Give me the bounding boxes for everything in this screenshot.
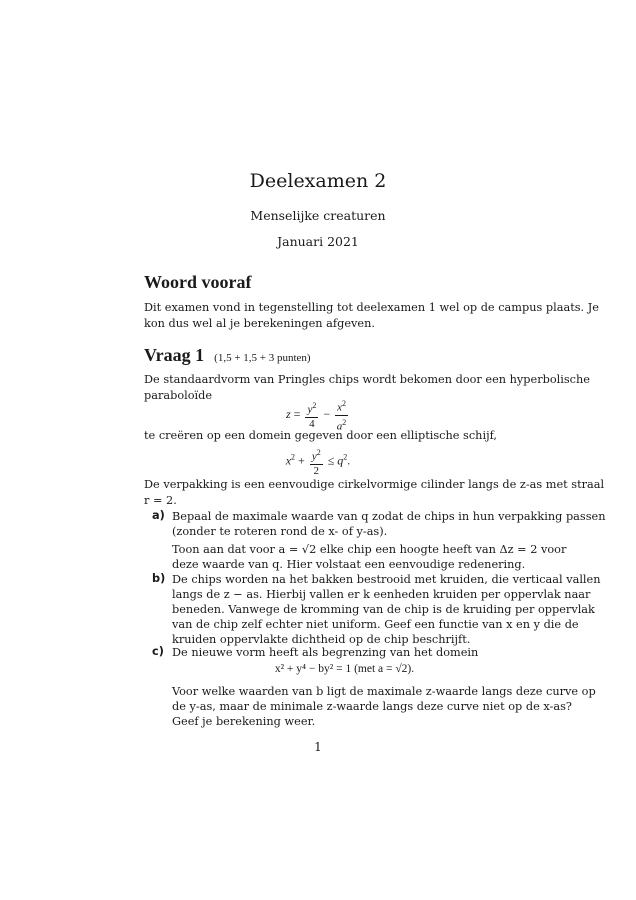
intro-line: paraboloïde: [144, 389, 213, 402]
packaging-line: De verpakking is een eenvoudige cirkelvormige cilinder langs de z-as met straal: [144, 478, 605, 491]
item-line: De nieuwe vorm heeft als begrenzing van het domein: [172, 646, 479, 659]
item-c-body: [172, 645, 517, 660]
item-line: van de chip zelf echter niet uniform. Geef een functie van x en y die de: [172, 618, 579, 631]
disc-equation: $x^2$ + $\frac{y^2}{2}$ ≤ $q^2$.: [285, 448, 351, 477]
item-c-followup: [172, 684, 596, 729]
foreword-paragraph: [144, 300, 599, 332]
item-line: kruiden oppervlakte dichtheid op de chip beschrijft.: [172, 633, 471, 646]
item-line: Bepaal de maximale waarde van q zodat de chips in hun verpakking passen: [172, 510, 606, 523]
foreword-line: Dit examen vond in tegenstelling tot deelexamen 1 wel op de campus plaats. Je: [144, 301, 599, 314]
domain-curve-equation: x² + y⁴ − by² = 1 (met a = √2).: [274, 663, 415, 675]
question-heading: [144, 345, 311, 366]
item-line: (zonder te roteren rond de x- of y-as).: [172, 525, 388, 538]
item-a-body: [172, 509, 606, 572]
packaging-paragraph: [144, 477, 605, 509]
document-title: Deelexamen 2: [249, 170, 387, 192]
question-points: (1,5 + 1,5 + 3 punten): [214, 352, 311, 364]
item-line: beneden. Vanwege de kromming van de chip is de kruiding per oppervlak: [172, 603, 595, 616]
intro-line: De standaardvorm van Pringles chips wordt bekomen door een hyperbolische: [144, 373, 590, 386]
item-line: de y-as, maar de minimale z-waarde langs deze curve niet op de x-as?: [172, 700, 572, 713]
document-subtitle: Menselijke creaturen: [250, 208, 386, 223]
fraction: $\frac{y^2}{2}$: [311, 448, 321, 477]
item-line: Voor welke waarden van b ligt de maximale z-waarde langs deze curve op: [172, 685, 596, 698]
foreword-line: kon dus wel al je berekeningen afgeven.: [144, 317, 375, 330]
foreword-heading: Woord vooraf: [144, 272, 252, 292]
item-b-body: [172, 572, 601, 647]
fraction: $\frac{x^2}{a^2}$: [336, 399, 347, 433]
packaging-line: r = 2.: [144, 494, 177, 507]
item-line: Toon aan dat voor a = √2 elke chip een hoogte heeft van Δz = 2 voor: [172, 543, 567, 556]
item-b-label: b): [152, 572, 166, 585]
question-title: Vraag 1: [144, 345, 205, 365]
item-c-label: c): [152, 645, 164, 658]
page-number: 1: [314, 740, 322, 754]
domain-line: te creëren op een domein gegeven door een elliptische schijf,: [144, 429, 497, 442]
item-a-label: a): [152, 509, 165, 522]
item-line: deze waarde van q. Hier volstaat een eenvoudige redenering.: [172, 558, 526, 571]
fraction: $\frac{y^2}{4}$: [307, 401, 317, 430]
domain-text: [144, 428, 512, 444]
item-line: De chips worden na het bakken bestrooid met kruiden, die verticaal vallen: [172, 573, 601, 586]
item-line: langs de z − as. Hierbij vallen er k eenheden kruiden per oppervlak naar: [172, 588, 591, 601]
document-date: Januari 2021: [277, 234, 359, 249]
paraboloid-equation: z = $\frac{y^2}{4}$ − $\frac{x^2}{a^2}$: [285, 399, 347, 433]
item-line: Geef je berekening weer.: [172, 715, 316, 728]
